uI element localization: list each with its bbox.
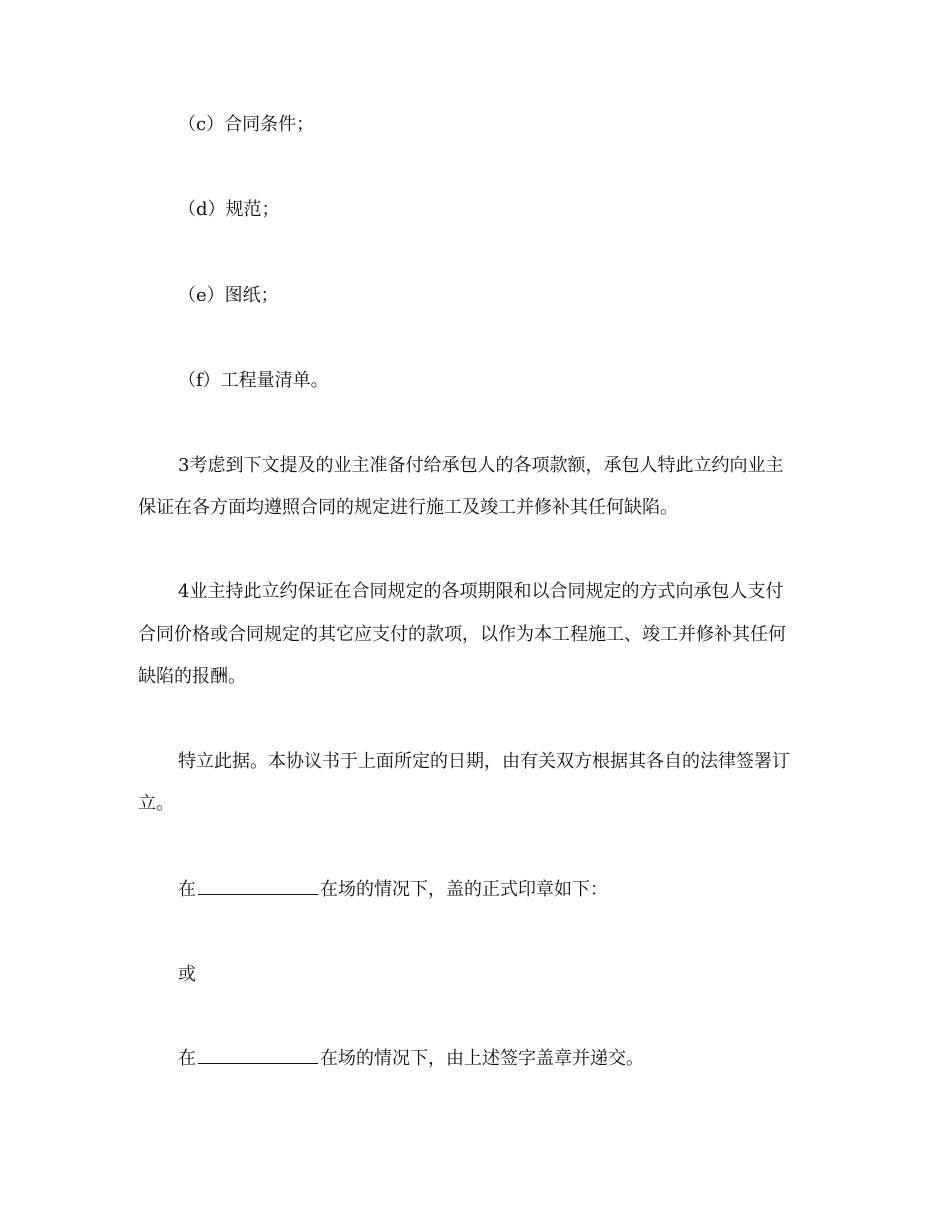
- signature-line-seal: [178, 876, 608, 904]
- or-text: 或: [178, 964, 196, 985]
- clause-3-line-2: 保证在各方面均遵照合同的规定进行施工及竣工并修补其任何缺陷。: [138, 497, 678, 518]
- list-item-f: （f）工程量清单。: [178, 370, 329, 391]
- clause-4-line-2: 合同价格或合同规定的其它应支付的款项，以作为本工程施工、竣工并修补其任何: [138, 624, 786, 645]
- clause-3-line-1: 3考虑到下文提及的业主准备付给承包人的各项款额，承包人特此立约向业主: [178, 455, 784, 476]
- signature-line-delivered: [178, 1045, 644, 1073]
- signature-delivered-prefix: 在: [178, 1048, 196, 1069]
- witness-blank-1[interactable]: [198, 876, 318, 895]
- signature-seal-suffix: 在场的情况下，盖的正式印章如下：: [320, 879, 608, 900]
- clause-4-line-3: 缺陷的报酬。: [138, 666, 246, 687]
- signature-delivered-suffix: 在场的情况下，由上述签字盖章并递交。: [320, 1048, 644, 1069]
- witness-blank-2[interactable]: [198, 1045, 318, 1064]
- clause-4-line-1: 4业主持此立约保证在合同规定的各项期限和以合同规定的方式向承包人支付: [178, 581, 784, 602]
- list-item-c: （c）合同条件；: [178, 114, 315, 135]
- closing-line-2: 立。: [138, 793, 174, 814]
- signature-seal-prefix: 在: [178, 879, 196, 900]
- closing-line-1: 特立此据。本协议书于上面所定的日期，由有关双方根据其各自的法律签署订: [178, 751, 790, 772]
- list-item-d: （d）规范；: [178, 199, 280, 220]
- list-item-e: （e）图纸；: [178, 285, 279, 306]
